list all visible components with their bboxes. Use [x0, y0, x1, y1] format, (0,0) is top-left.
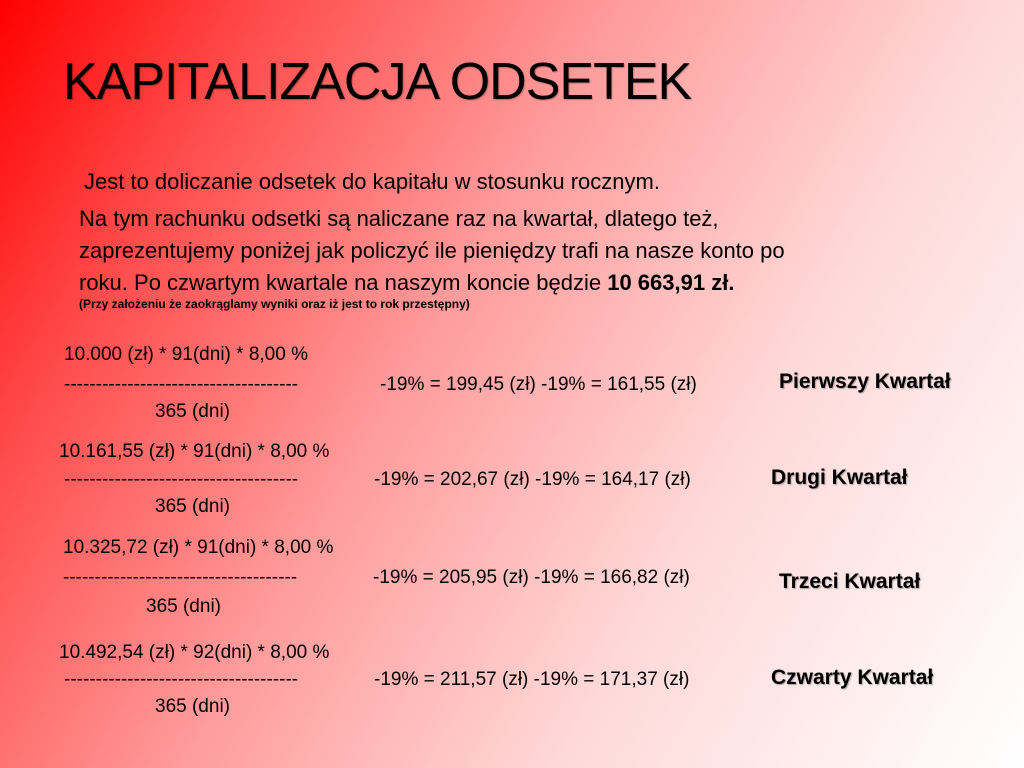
paragraph-line-2: zaprezentujemy poniżej jak policzyć ile pieniędzy trafi na nasze konto po [79, 238, 785, 263]
q3-denominator: 365 (dni) [146, 596, 221, 617]
q1-numerator: 10.000 (zł) * 91(dni) * 8,00 % [64, 344, 308, 365]
q1-denominator: 365 (dni) [155, 401, 230, 422]
q2-numerator: 10.161,55 (zł) * 91(dni) * 8,00 % [59, 441, 330, 462]
q4-numerator: 10.492,54 (zł) * 92(dni) * 8,00 % [59, 642, 330, 663]
paragraph-line-3 [79, 270, 734, 296]
final-amount: 10 663,91 zł. [607, 270, 735, 295]
q4-denominator: 365 (dni) [155, 696, 230, 717]
assumption-note: (Przy założeniu że zaokrąglamy wyniki oraz iż jest to rok przestępny) [79, 297, 470, 311]
paragraph-line-1: Na tym rachunku odsetki są naliczane raz na kwartał, dlatego też, [79, 206, 719, 231]
q3-result: -19% = 205,95 (zł) -19% = 166,82 (zł) [373, 567, 690, 588]
q1-result: -19% = 199,45 (zł) -19% = 161,55 (zł) [380, 374, 697, 395]
q3-fraction-line: ------------------------------------- [63, 567, 298, 588]
q1-fraction-line: ------------------------------------- [64, 374, 299, 395]
q2-fraction-line: ------------------------------------- [64, 469, 299, 490]
q3-label: Trzeci Kwartał [779, 570, 921, 593]
slide-title: KAPITALIZACJA ODSETEK [63, 53, 692, 111]
q4-fraction-line: ------------------------------------- [64, 669, 299, 690]
q4-label: Czwarty Kwartał [771, 666, 934, 689]
q1-label: Pierwszy Kwartał [779, 370, 951, 393]
q2-result: -19% = 202,67 (zł) -19% = 164,17 (zł) [374, 469, 691, 490]
paragraph-line-3-text: roku. Po czwartym kwartale na naszym koncie będzie [79, 270, 608, 295]
q3-numerator: 10.325,72 (zł) * 91(dni) * 8,00 % [63, 537, 334, 558]
q2-denominator: 365 (dni) [155, 496, 230, 517]
intro-text: Jest to doliczanie odsetek do kapitału w stosunku rocznym. [84, 169, 660, 194]
q2-label: Drugi Kwartał [771, 466, 908, 489]
q4-result: -19% = 211,57 (zł) -19% = 171,37 (zł) [374, 669, 690, 690]
